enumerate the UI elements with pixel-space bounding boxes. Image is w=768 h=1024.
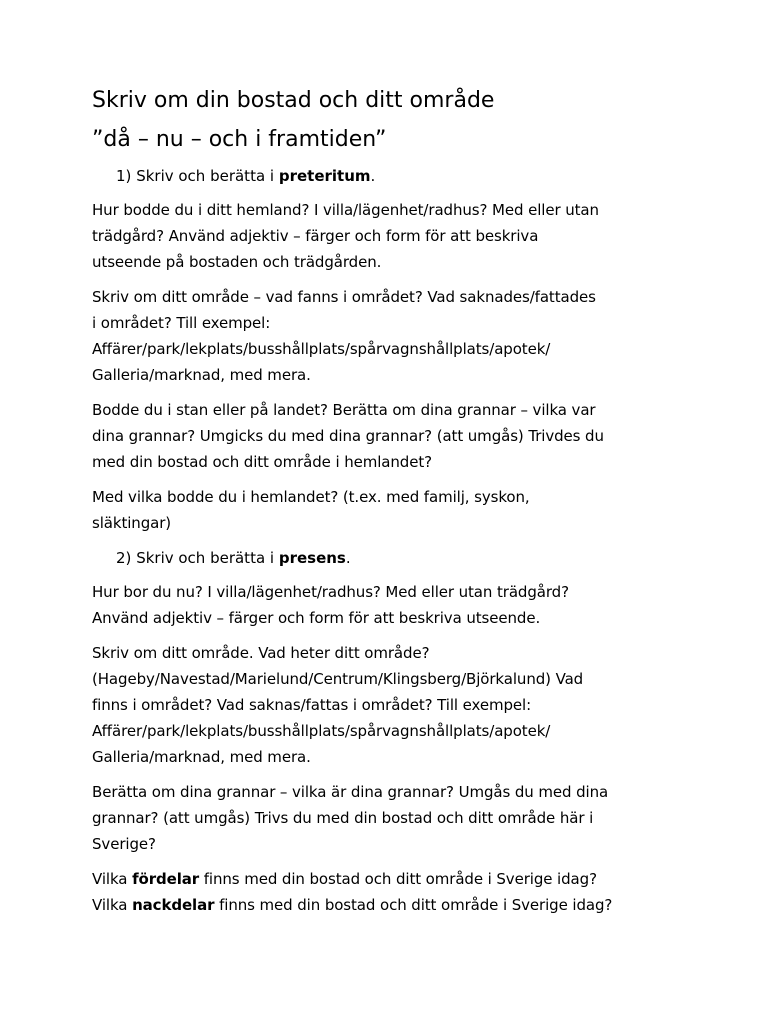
paragraph-line: (Hageby/Navestad/Marielund/Centrum/Klingsberg/Björkalund) Vad [92,670,584,688]
section-1-text: Skriv och berätta i [136,167,279,185]
paragraph-line: grannar? (att umgås) Trivs du med din bostad och ditt område här i [92,809,594,827]
section-2-bold: presens [278,549,346,567]
section-2-text: Skriv och berätta i [136,549,279,567]
paragraph-line: Bodde du i stan eller på landet? Berätta om dina grannar – vilka var [92,401,596,419]
disadvantages-bold: nackdelar [132,896,215,914]
section-1-number: 1) [116,167,132,185]
paragraph-line: Med vilka bodde du i hemlandet? (t.ex. med familj, syskon, [92,488,530,506]
paragraph-line: Skriv om ditt område. Vad heter ditt område? [92,644,430,662]
section-2-number: 2) [116,549,132,567]
section-1-end: . [370,167,376,185]
line-text: finns med din bostad och ditt område i Sverige idag? [214,896,613,914]
paragraph-line [92,892,712,918]
paragraph-line: släktingar) [92,514,172,532]
paragraph-line: Affärer/park/lekplats/busshållplats/spårvagnshållplats/apotek/ [92,340,551,358]
advantages-bold: fördelar [132,870,200,888]
line-text: finns med din bostad och ditt område i Sverige idag? [199,870,597,888]
paragraph-line: trädgård? Använd adjektiv – färger och form för att beskriva [92,227,539,245]
section-2-heading [116,545,712,571]
paragraph-line: Galleria/marknad, med mera. [92,366,311,384]
paragraph-line: finns i området? Vad saknas/fattas i området? Till exempel: [92,696,532,714]
paragraph-line: Galleria/marknad, med mera. [92,748,311,766]
paragraph-line [92,866,712,892]
paragraph-7 [92,779,712,857]
section-2-end: . [345,549,351,567]
paragraph-line: i området? Till exempel: [92,314,271,332]
paragraph-5 [92,579,712,631]
line-text: Vilka [92,870,133,888]
paragraph-line: Skriv om ditt område – vad fanns i området? Vad saknades/fattades [92,288,596,306]
line-text: Vilka [92,896,133,914]
paragraph-6 [92,640,712,770]
document-page [92,84,712,927]
paragraph-line: dina grannar? Umgicks du med dina grannar? (att umgås) Trivdes du [92,427,604,445]
section-1-heading [116,163,712,189]
paragraph-line: Hur bor du nu? I villa/lägenhet/radhus? Med eller utan trädgård? [92,583,569,601]
paragraph-line: Sverige? [92,835,156,853]
paragraph-8 [92,866,712,918]
paragraph-line: Hur bodde du i ditt hemland? I villa/lägenhet/radhus? Med eller utan [92,201,599,219]
section-1-bold: preteritum [278,167,371,185]
paragraph-line: Affärer/park/lekplats/busshållplats/spårvagnshållplats/apotek/ [92,722,551,740]
paragraph-line: Använd adjektiv – färger och form för att beskriva utseende. [92,609,541,627]
paragraph-line: utseende på bostaden och trädgården. [92,253,382,271]
paragraph-4 [92,484,712,536]
page-subtitle: ”då – nu – och i framtiden” [92,127,387,152]
paragraph-line: Berätta om dina grannar – vilka är dina grannar? Umgås du med dina [92,783,609,801]
paragraph-line: med din bostad och ditt område i hemlandet? [92,453,432,471]
page-title: Skriv om din bostad och ditt område [92,88,495,113]
paragraph-1 [92,197,712,275]
paragraph-2 [92,284,712,388]
paragraph-3 [92,397,712,475]
